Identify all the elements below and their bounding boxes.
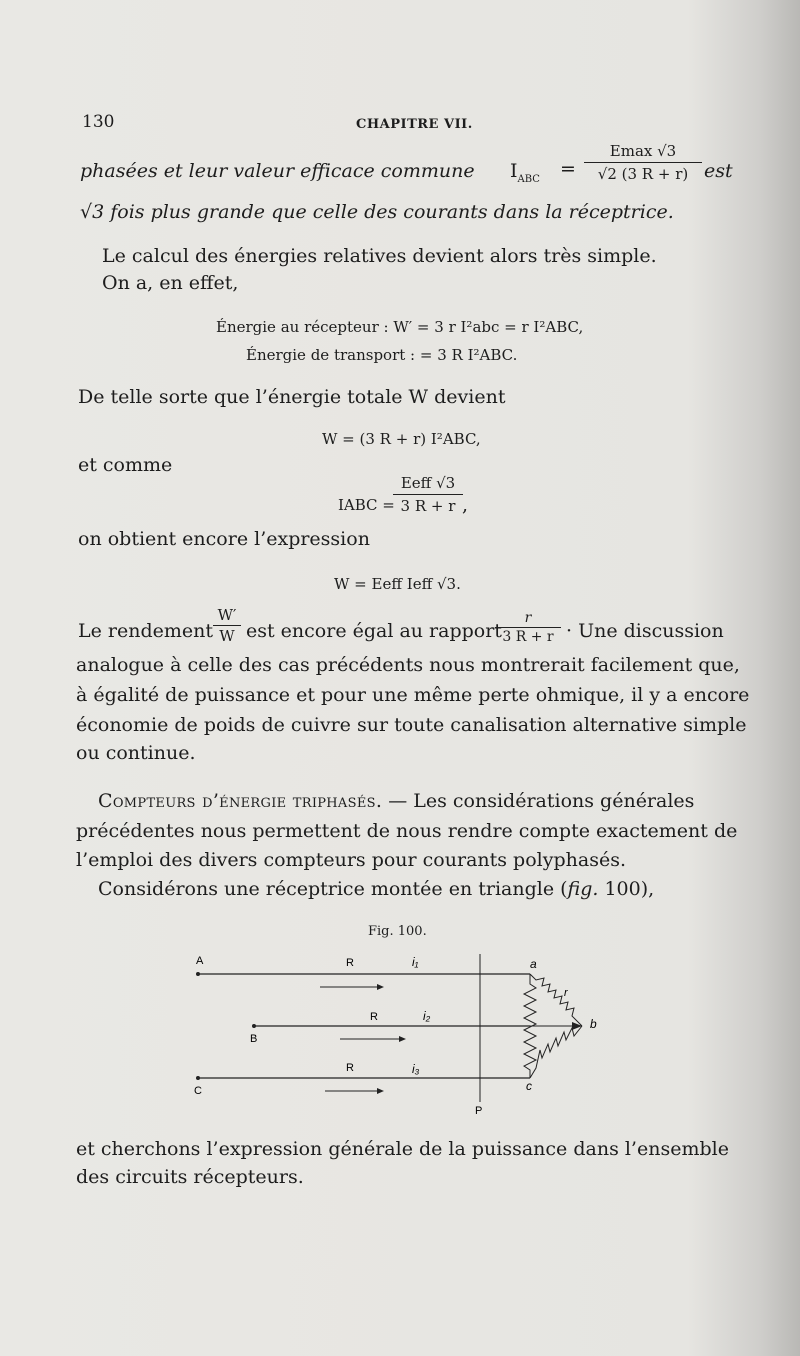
label-node-a: a	[530, 957, 537, 971]
terminal-c	[196, 1076, 200, 1080]
node-b-arrow	[572, 1022, 582, 1030]
page-number: 130	[82, 112, 115, 132]
para4-line4: économie de poids de cuivre sur toute canalisation alternative simple	[76, 714, 747, 736]
para3-line1: De telle sorte que l’énergie totale W devient	[78, 386, 506, 408]
formula-iabc-lhs: IABC =	[338, 496, 395, 514]
para1-line2: √3 fois plus grande que celle des courants dans la réceptrice.	[80, 201, 674, 223]
fraction-r-ratio: r 3 R + r	[495, 610, 561, 645]
para4-mid: est encore égal au rapport	[246, 620, 502, 642]
fraction-eeff: Eeff √3 3 R + r	[393, 474, 463, 515]
para4-start: Le rendement	[78, 620, 214, 642]
para5-line2: précédentes nous permettent de nous rendre compte exactement de	[76, 820, 738, 842]
resistor-ab	[530, 974, 582, 1026]
equals-sign: =	[560, 158, 576, 180]
para5-line3: l’emploi des divers compteurs pour courants polyphasés.	[76, 849, 626, 871]
formula-energy-transport: Énergie de transport : = 3 R I²ABC.	[246, 346, 518, 364]
para1-line1-end: est	[704, 160, 733, 182]
para1-line1-start: phasées et leur valeur efficace commune	[80, 160, 475, 182]
label-a: A	[196, 955, 204, 967]
para6-line2: des circuits récepteurs.	[76, 1166, 304, 1188]
label-i3: i₃	[412, 1062, 420, 1076]
arrow-1	[320, 984, 384, 990]
label-r1: R	[346, 957, 354, 969]
resistor-bc	[530, 1026, 582, 1078]
label-i1: i₁	[412, 955, 419, 969]
para6-line1: et cherchons l’expression générale de la puissance dans l’ensemble	[76, 1138, 729, 1160]
terminal-a	[196, 972, 200, 976]
para2-line1: Le calcul des énergies relatives devient alors très simple.	[102, 245, 657, 267]
para4-line2: analogue à celle des cas précédents nous montrerait facilement que,	[76, 654, 740, 676]
terminal-b	[252, 1024, 256, 1028]
label-r2: R	[370, 1011, 378, 1023]
para4-line5: ou continue.	[76, 742, 196, 764]
para4-end: · Une discussion	[566, 620, 724, 642]
para5-line1: Compteurs d’énergie triphasés. — Les considérations générales	[98, 790, 695, 812]
formula-energy-receiver: Énergie au récepteur : W′ = 3 r I²abc = r I²ABC,	[216, 318, 584, 336]
label-resistance-r: r	[564, 987, 568, 999]
arrow-2	[340, 1036, 406, 1042]
label-r3: R	[346, 1062, 354, 1074]
label-node-c: c	[526, 1079, 532, 1093]
et-comme: et comme	[78, 454, 173, 476]
formula-w: W = Eeff Ieff √3.	[334, 575, 461, 593]
section-title: Compteurs d’énergie triphasés.	[98, 790, 383, 812]
i-abc-symbol: $I_{ABC}$	[510, 160, 540, 185]
para3-obtient: on obtient encore l’expression	[78, 528, 370, 550]
label-c: C	[194, 1085, 202, 1097]
formula-total-energy: W = (3 R + r) I²ABC,	[322, 430, 481, 448]
label-node-b: b	[590, 1017, 597, 1031]
arrow-3	[325, 1088, 384, 1094]
para2-line2: On a, en effet,	[102, 272, 239, 294]
fraction-emax: Emax √3 √2 (3 R + r)	[584, 142, 702, 183]
label-b: B	[250, 1033, 258, 1045]
fraction-w-ratio: W′ W	[213, 606, 241, 645]
running-header: CHAPITRE VII.	[356, 117, 473, 132]
label-i2: i₂	[423, 1009, 431, 1023]
para4-line3: à égalité de puissance et pour une même perte ohmique, il y a encore	[76, 684, 750, 706]
para5-line4: Considérons une réceptrice montée en triangle (fig. 100),	[98, 878, 655, 900]
comma: ,	[462, 494, 469, 516]
triangle-circuit-diagram	[180, 940, 620, 1130]
figure-caption: Fig. 100.	[368, 924, 427, 939]
label-p: P	[475, 1105, 483, 1117]
